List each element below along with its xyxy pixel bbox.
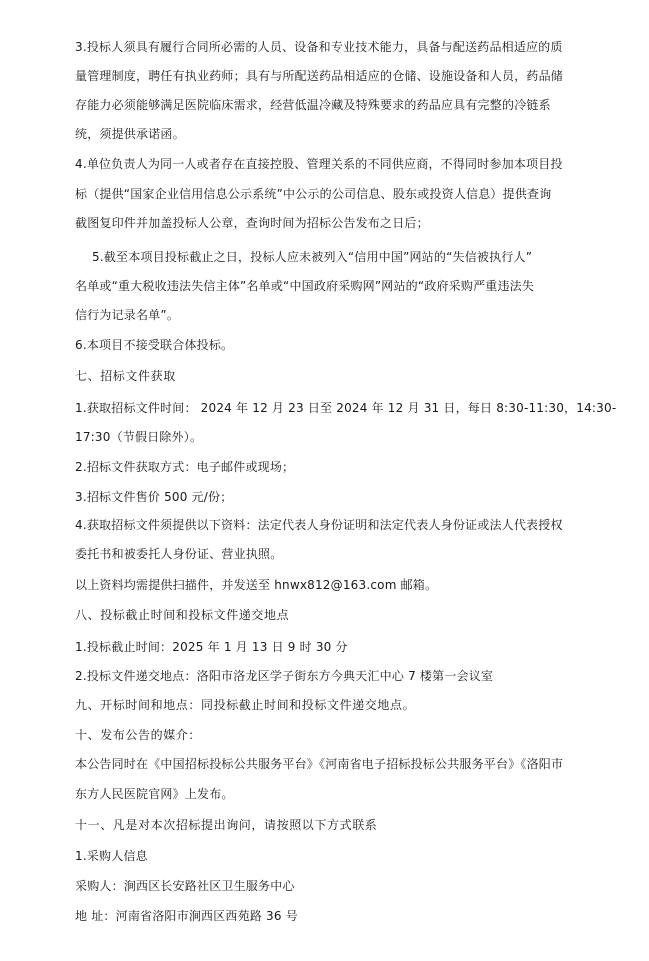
text-line: 量管理制度，聘任有执业药师；具有与所配送药品相适应的仓储、设施设备和人员，药品储: [75, 69, 564, 83]
text-line: 2.招标文件获取方式：电子邮件或现场；: [75, 460, 295, 474]
text-line: 统，须提供承诺函。: [75, 127, 185, 141]
text-line: 4.单位负责人为同一人或者存在直接控股、管理关系的不同供应商，不得同时参加本项目投: [75, 157, 563, 171]
section-heading: 九、开标时间和地点：同投标截止时间和投标文件递交地点。: [75, 698, 416, 712]
section-heading: 七、招标文件获取: [75, 369, 176, 383]
text-line: 名单或“重大税收违法失信主体”名单或“中国政府采购网”网站的“政府采购严重违法失: [75, 279, 535, 293]
text-line: 2.投标文件递交地点：洛阳市洛龙区学子街东方今典天汇中心 7 楼第一会议室: [75, 669, 494, 683]
text-line: 本公告同时在《中国招标投标公共服务平台》《河南省电子招标投标公共服务平台》《洛阳市: [75, 757, 564, 771]
text-line: 3.招标文件售价 500 元/份；: [75, 490, 233, 504]
text-line: 标（提供“国家企业信用信息公示系统”中公示的公司信息、股东或投资人信息）提供查询: [75, 187, 552, 201]
text-line: 1.投标截止时间：2025 年 1 月 13 日 9 时 30 分: [75, 640, 348, 654]
text-line: 17:30（节假日除外）。: [75, 430, 203, 444]
section-heading: 八、投标截止时间和投标文件递交地点: [75, 608, 290, 622]
text-line: 采购人：涧西区长安路社区卫生服务中心: [75, 879, 295, 893]
text-line: 5.截至本项目投标截止之日，投标人应未被列入“信用中国”网站的“失信被执行人”: [92, 250, 533, 264]
text-line: 1.获取招标文件时间： 2024 年 12 月 23 日至 2024 年 12 月 31 日，每日 8:30-11:30，14:30-: [75, 401, 617, 415]
text-line: 截图复印件并加盖投标人公章，查询时间为招标公告发布之日后；: [75, 216, 429, 230]
text-line: 6.本项目不接受联合体投标。: [75, 338, 234, 352]
section-heading: 十、发布公告的媒介：: [75, 728, 202, 742]
text-line: 委托书和被委托人身份证、营业执照。: [75, 547, 283, 561]
text-line: 东方人民医院官网》上发布。: [75, 787, 234, 801]
text-line: 4.获取招标文件须提供以下资料：法定代表人身份证明和法定代表人身份证或法人代表授权: [75, 518, 563, 532]
text-line: 地 址：河南省洛阳市涧西区西苑路 36 号: [75, 909, 298, 923]
email-line: 以上资料均需提供扫描件，并发送至 hnwx812@163.com 邮箱。: [75, 578, 438, 592]
text-line: 信行为记录名单”。: [75, 308, 180, 322]
text-line: 1.采购人信息: [75, 849, 148, 863]
text-line: 存能力必须能够满足医院临床需求，经营低温冷藏及特殊要求的药品应具有完整的冷链系: [75, 98, 551, 112]
section-heading: 十一、凡是对本次招标提出询问，请按照以下方式联系: [75, 818, 378, 832]
text-line: 3.投标人须具有履行合同所必需的人员、设备和专业技术能力，具备与配送药品相适应的质: [75, 40, 563, 54]
